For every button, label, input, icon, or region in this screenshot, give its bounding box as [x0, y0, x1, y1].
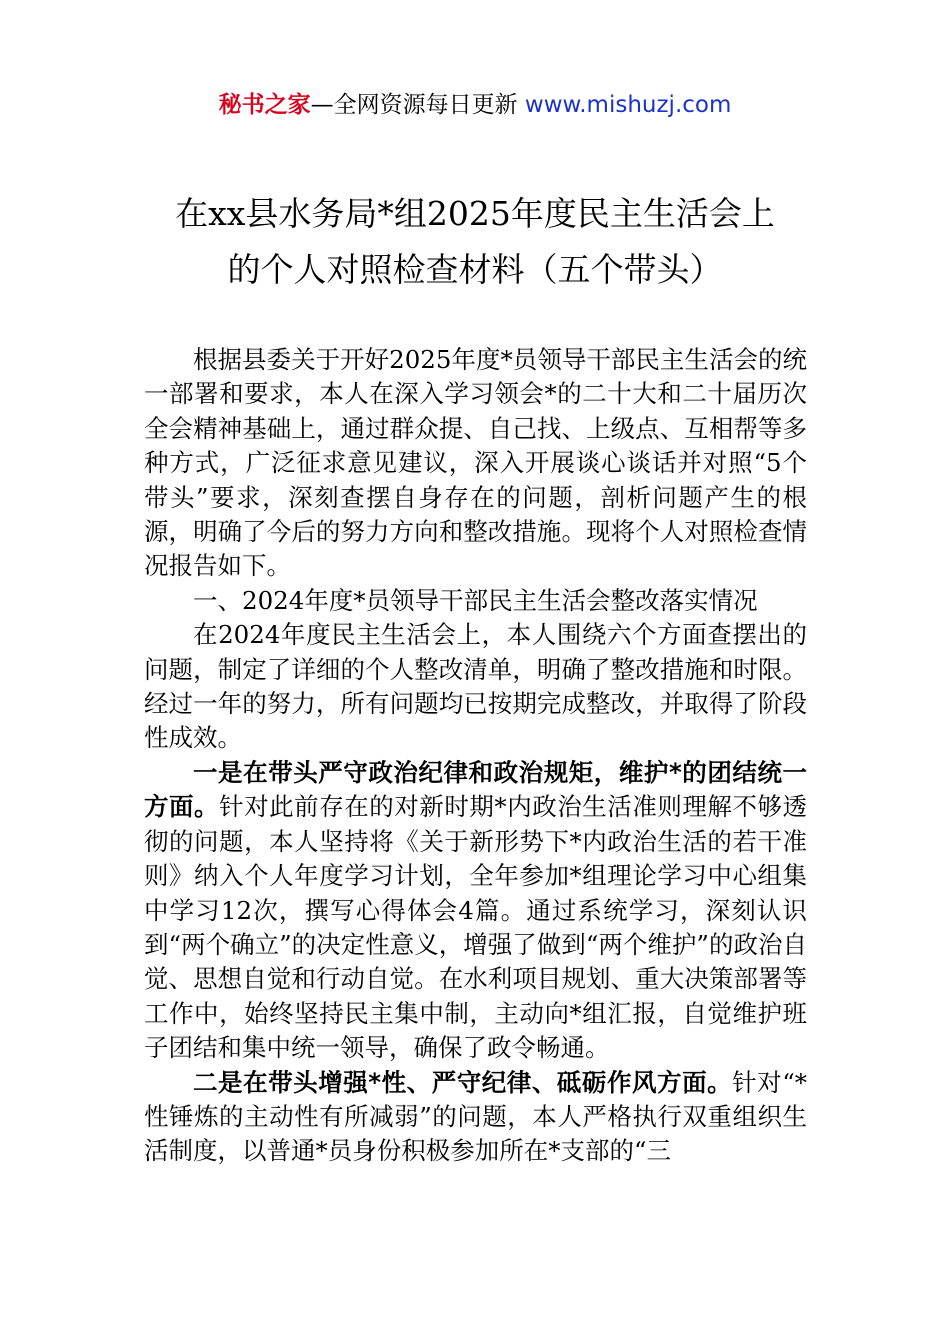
intro-paragraph: 根据县委关于开好2025年度*员领导干部民主生活会的统一部署和要求，本人在深入学习领会*的二十大和二十届历次全会精神基础上，通过群众提、自己找、上级点、互相帮等多种方式，广泛征求意见建议，深入开展谈心谈话并对照“5个带头”要求，深刻查摆自身存在的问题，剖析问题产生的根源，明确了今后的努力方向和整改措施。现将个人对照检查情况报告如下。: [144, 345, 807, 581]
point-2-paragraph: [144, 1066, 807, 1169]
point-2-heading: 二是在带头增强*性、严守纪律、砥砺作风方面。: [193, 1067, 733, 1097]
point-2-text: 针对“*性锤炼的主动性有所减弱”的问题，本人严格执行双重组织生活制度，以普通*员身份积极参加所在*支部的“三: [144, 1067, 807, 1166]
site-url-link[interactable]: www.mishuzj.com: [524, 92, 732, 118]
header-tagline: —全网资源每日更新: [310, 92, 525, 118]
point-1-heading: 一是在带头严守政治纪律和政治规矩，维护*的团结统一方面。: [144, 757, 807, 822]
title-line-2: 的个人对照检查材料（五个带头）: [227, 250, 723, 289]
point-1-paragraph: [144, 756, 807, 1066]
page-header: [0, 88, 950, 122]
point-1-text: 针对此前存在的对新时期*内政治生活准则理解不够透彻的问题，本人坚持将《关于新形势下*内政治生活的若干准则》纳入个人年度学习计划，全年参加*组理论学习中心组集中学习12次，撰写心得体会4篇。通过系统学习，深刻认识到“两个确立”的决定性意义，增强了做到“两个维护”的政治自觉、思想自觉和行动自觉。在水利项目规划、重大决策部署等工作中，始终坚持民主集中制，主动向*组汇报，自觉维护班子团结和集中统一领导，确保了政令畅通。: [144, 792, 808, 1063]
title-line-1: 在xx县水务局*组2025年度民主生活会上: [175, 194, 775, 233]
section-heading-1: 一、2024年度*员领导干部民主生活会整改落实情况: [193, 585, 758, 615]
section-1-intro-paragraph: 在2024年度民主生活会上，本人围绕六个方面查摆出的问题，制定了详细的个人整改清单，明确了整改措施和时限。经过一年的努力，所有问题均已按期完成整改，并取得了阶段性成效。: [144, 620, 807, 753]
document-body: [144, 343, 807, 1169]
brand-name: 秘书之家: [218, 92, 311, 118]
document-title: [100, 186, 850, 298]
